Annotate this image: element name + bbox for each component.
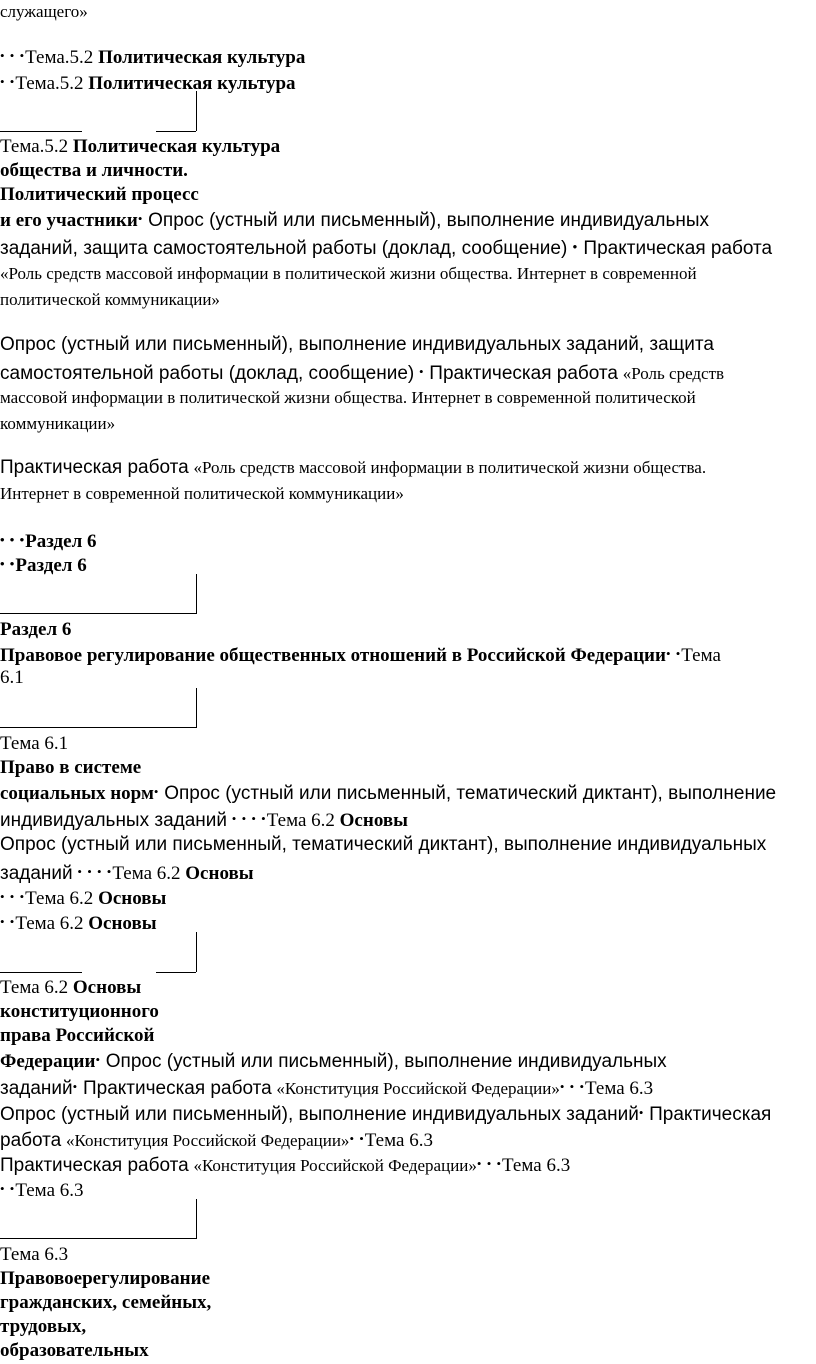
- toc-section-6: • •Раздел 6: [0, 555, 87, 576]
- topic-6-3-heading: Тема 6.3: [0, 1244, 69, 1265]
- toc-item-5-2: • • •Тема.5.2 Политическая культура: [0, 47, 306, 68]
- table-cell-frame: [0, 1199, 197, 1239]
- topic-6-1-heading: социальных норм• Опрос (устный или письменный, тематический диктант), выполнение: [0, 783, 777, 804]
- topic-5-2-heading: Политический процесс: [0, 184, 199, 205]
- topic-5-2-heading: общества и личности.: [0, 160, 188, 181]
- topic-5-2-practical-topic: «Роль средств массовой информации в политической жизни общества. Интернет в современной: [0, 264, 697, 283]
- topic-5-2-activities: заданий, защита самостоятельной работы (доклад, сообщение) • Практическая работа: [0, 238, 773, 259]
- practical-work: Практическая работа «Роль средств массовой информации в политической жизни общества.: [0, 457, 707, 478]
- topic-6-1-activities: индивидуальных заданий • • • •Тема 6.2 Основы: [0, 810, 408, 831]
- practical-topic: Интернет в современной политической коммуникации»: [0, 484, 404, 503]
- table-cell-frame: [0, 574, 197, 614]
- topic-6-3-heading: Правовоерегулирование: [0, 1268, 211, 1289]
- topic-6-2-heading: права Российской: [0, 1025, 155, 1046]
- topic-6-2-heading: Тема 6.2 Основы: [0, 977, 142, 998]
- topic-6-2-heading: Федерации• Опрос (устный или письменный), выполнение индивидуальных: [0, 1051, 667, 1072]
- toc-item-5-2: • •Тема.5.2 Политическая культура: [0, 73, 296, 94]
- topic-6-3-heading: трудовых,: [0, 1316, 87, 1337]
- practical-topic: коммуникации»: [0, 414, 116, 433]
- survey-text: Опрос (устный или письменный), выполнение индивидуальных заданий, защита: [0, 334, 714, 355]
- toc-item-6-2: • •Тема 6.2 Основы: [0, 913, 157, 934]
- topic-5-2-heading: и его участники• Опрос (устный или письменный), выполнение индивидуальных: [0, 210, 709, 231]
- topic-6-1-heading: Тема 6.1: [0, 733, 69, 754]
- practical-work: Практическая работа «Конституция Российской Федерации»• • •Тема 6.3: [0, 1155, 571, 1176]
- practical-topic: массовой информации в политической жизни общества. Интернет в современной политической: [0, 388, 696, 407]
- topic-6-1-heading: Право в системе: [0, 757, 142, 778]
- table-cell-frame: [0, 91, 197, 131]
- topic-5-2-practical-topic: политической коммуникации»: [0, 290, 220, 309]
- table-cell-frame: [0, 932, 197, 972]
- survey-text: заданий • • • •Тема 6.2 Основы: [0, 863, 254, 884]
- header-tail: служащего»: [0, 2, 88, 21]
- toc-item-6-2: • • •Тема 6.2 Основы: [0, 888, 167, 909]
- survey-text: Опрос (устный или письменный), выполнение индивидуальных заданий• Практическая: [0, 1104, 772, 1125]
- topic-6-3-heading: образовательных: [0, 1340, 149, 1361]
- section-6-title: Правовое регулирование общественных отношений в Российской Федерации• •Тема: [0, 645, 721, 666]
- topic-6-2-activities: заданий• Практическая работа «Конституция Российской Федерации»• • •Тема 6.3: [0, 1078, 654, 1099]
- section-6-heading: Раздел 6: [0, 619, 72, 640]
- toc-item-6-3: • •Тема 6.3: [0, 1180, 84, 1201]
- survey-text: Опрос (устный или письменный, тематический диктант), выполнение индивидуальных: [0, 834, 767, 855]
- practical-work: работа «Конституция Российской Федерации»• •Тема 6.3: [0, 1130, 433, 1151]
- section-6-title: 6.1: [0, 667, 24, 688]
- topic-6-3-heading: гражданских, семейных,: [0, 1292, 212, 1313]
- toc-section-6: • • •Раздел 6: [0, 531, 97, 552]
- survey-text: самостоятельной работы (доклад, сообщение) • Практическая работа «Роль средств: [0, 363, 725, 384]
- topic-5-2-heading: Тема.5.2 Политическая культура: [0, 136, 281, 157]
- table-cell-frame: [0, 688, 197, 728]
- topic-6-2-heading: конституционного: [0, 1001, 159, 1022]
